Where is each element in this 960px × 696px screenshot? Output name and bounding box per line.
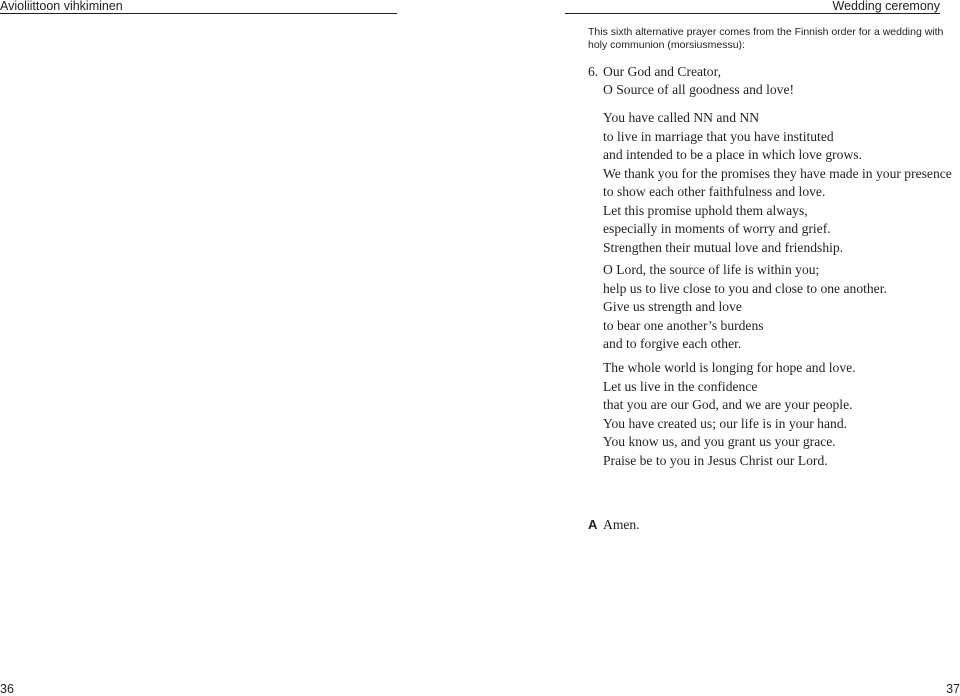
prayer-line: The whole world is longing for hope and love. — [603, 360, 856, 375]
response-text: Amen. — [603, 517, 640, 532]
prayer-line: You have called NN and NN — [603, 110, 760, 125]
prayer-line: Strengthen their mutual love and friendship. — [603, 239, 844, 255]
prayer-opening-line: Our God and Creator, — [603, 64, 721, 79]
prayer-line: We thank you for the promises they have made in your presence — [603, 165, 952, 181]
right-page — [480, 0, 960, 696]
prayer-line: Give us strength and love — [603, 299, 742, 314]
prayer-line: especially in moments of worry and grief. — [603, 221, 831, 236]
prayer-number: 6. — [588, 64, 599, 79]
prayer-line: help us to live close to you and close to one another. — [603, 280, 887, 296]
prayer-opening-line: O Source of all goodness and love! — [603, 82, 795, 97]
prayer-line: You know us, and you grant us your grace. — [603, 434, 836, 449]
prayer-line: Praise be to you in Jesus Christ our Lord. — [603, 452, 828, 468]
running-head-right: Wedding ceremony — [565, 0, 940, 14]
prayer-line: Let us live in the confidence — [603, 378, 758, 394]
prayer-line: and to forgive each other. — [603, 336, 742, 351]
prayer-line: O Lord, the source of life is within you; — [603, 262, 820, 277]
page-number-left: 36 — [0, 682, 14, 696]
prayer-line: to live in marriage that you have instituted — [603, 128, 834, 144]
prayer-stanza-2 — [603, 261, 887, 354]
running-head-left: Avioliittoon vihkiminen — [0, 0, 397, 14]
intro-note: This sixth alternative prayer comes from the Finnish order for a wedding with holy communion (morsiusmessu): — [588, 26, 944, 51]
response-speaker: A — [588, 517, 598, 532]
prayer-line: to show each other faithfulness and love. — [603, 184, 826, 199]
prayer-line: You have created us; our life is in your hand. — [603, 415, 848, 431]
page-number-right: 37 — [946, 682, 960, 696]
prayer-stanza-1 — [603, 109, 952, 257]
prayer-stanza-3 — [603, 359, 856, 470]
prayer-line: Let this promise uphold them always, — [603, 202, 808, 218]
prayer-line: that you are our God, and we are your people. — [603, 397, 853, 412]
prayer-line: to bear one another’s burdens — [603, 317, 764, 333]
prayer-line: and intended to be a place in which love grows. — [603, 147, 862, 162]
